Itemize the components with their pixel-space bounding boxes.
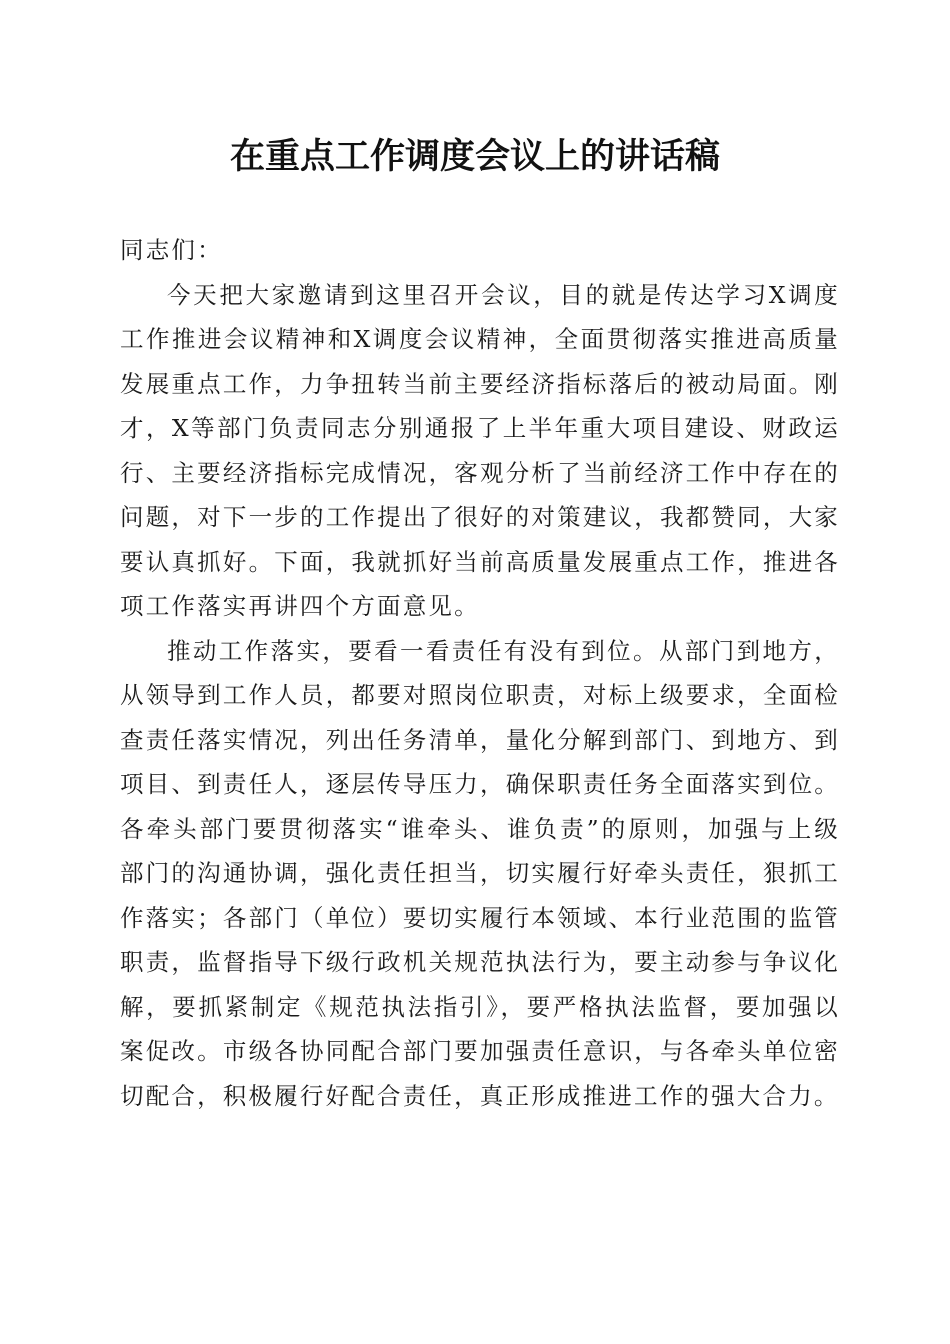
paragraph-responsibility: 推动工作落实，要看一看责任有没有到位。从部门到地方，从领导到工作人员，都要对照岗位职责，对标上级要求，全面检查责任落实情况，列出任务清单，量化分解到部门、到地方、到项目、到责任人，逐层传导压力，确保职责任务全面落实到位。各牵头部门要贯彻落实“谁牵头、谁负责”的原则，加强与上级部门的沟通协调，强化责任担当，切实履行好牵头责任，狠抓工作落实；各部门（单位）要切实履行本领域、本行业范围的监管职责，监督指导下级行政机关规范执法行为，要主动参与争议化解，要抓紧制定《规范执法指引》，要严格执法监督，要加强以案促改。市级各协同配合部门要加强责任意识，与各牵头单位密切配合，积极履行好配合责任，真正形成推进工作的强大合力。 <box>120 636 840 1110</box>
document-title: 在重点工作调度会议上的讲话稿 <box>229 136 720 177</box>
salutation: 同志们： <box>120 236 223 264</box>
document-body <box>120 228 840 1118</box>
paragraph-opening: 今天把大家邀请到这里召开会议，目的就是传达学习X调度工作推进会议精神和X调度会议精神，全面贯彻落实推进高质量发展重点工作，力争扭转当前主要经济指标落后的被动局面。刚才，X等部门负责同志分别通报了上半年重大项目建设、财政运行、主要经济指标完成情况，客观分析了当前经济工作中存在的问题，对下一步的工作提出了很好的对策建议，我都赞同，大家要认真抓好。下面，我就抓好当前高质量发展重点工作，推进各项工作落实再讲四个方面意见。 <box>120 280 840 620</box>
